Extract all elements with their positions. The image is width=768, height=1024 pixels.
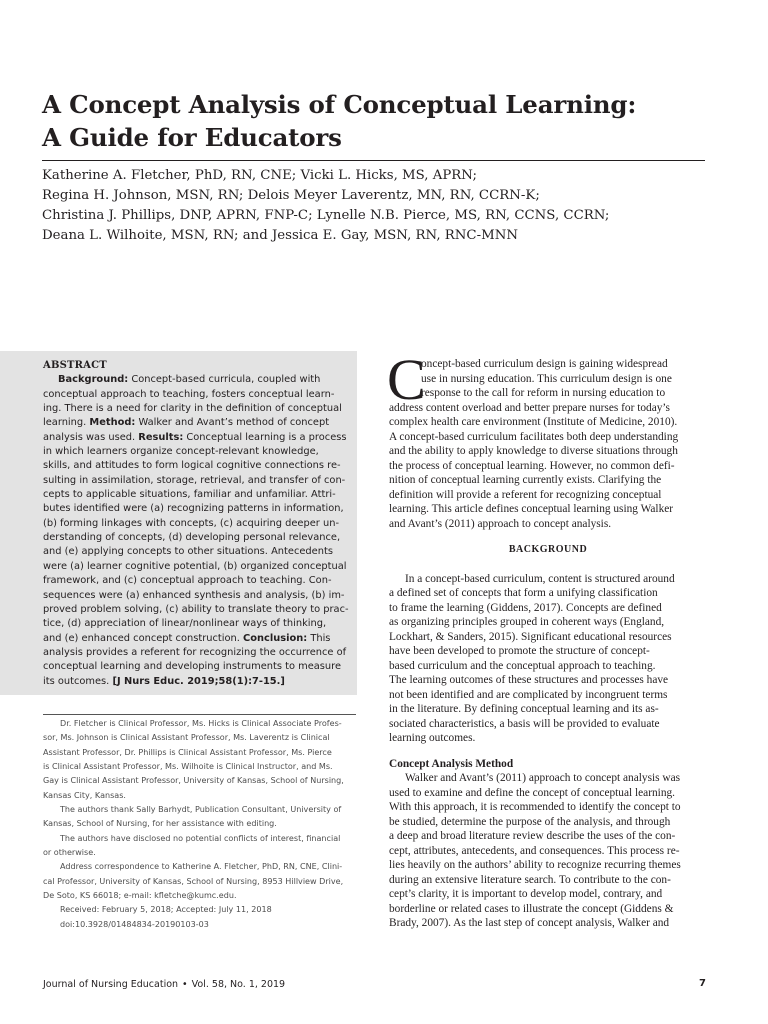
citation: [J Nurs Educ. 2019;58(1):7-15.] — [112, 675, 285, 687]
footnote-line: Received: February 5, 2018; Accepted: July 11, 2018 — [60, 905, 272, 915]
method-label: Method: — [89, 417, 136, 429]
abstract-line: and (e) applying concepts to other situations. Antecedents — [43, 546, 333, 558]
title-rule — [42, 160, 705, 161]
body-line: in the literature. By defining conceptual learning and its as- — [389, 703, 659, 715]
body-line: be studied, determine the purpose of the analysis, and through — [389, 815, 671, 828]
body-line: and the ability to apply knowledge to diverse situations through — [389, 445, 678, 457]
body-line: based curriculum and the conceptual approach to teaching. — [389, 659, 656, 672]
abstract-line: in which learners organize concept-relevant knowledge, — [43, 446, 319, 458]
author-line: Deana L. Wilhoite, MSN, RN; and Jessica E. Gay, MSN, RN, RNC-MNN — [42, 228, 518, 243]
abstract-line: sequences were (a) enhanced synthesis and analysis, (b) im- — [43, 589, 345, 601]
body-line: Lockhart, & Sanders, 2015). Significant educational resources — [389, 630, 672, 643]
abstract-line: skills, and attitudes to form logical cognitive connections re- — [43, 460, 341, 472]
author-footnotes — [43, 717, 358, 932]
footnote-line: Assistant Professor, Dr. Phillips is Clinical Assistant Professor, Ms. Pierce — [43, 747, 332, 757]
body-line: learning outcomes. — [389, 732, 476, 744]
footnote-rule — [43, 714, 356, 715]
abstract-line: butes identified were (a) recognizing patterns in information, — [43, 503, 344, 515]
abstract-line: analysis was used. Results: Conceptual learning is a process — [43, 431, 347, 443]
drop-cap: C — [387, 347, 426, 412]
section-heading: BACKGROUND — [508, 544, 588, 555]
body-line: as organizing principles grouped in coherent ways (England, — [389, 616, 665, 628]
body-line: a deep and broad literature review describe the uses of the con- — [389, 830, 676, 842]
abstract-line: and (e) enhanced concept construction. Conclusion: This — [43, 632, 331, 644]
body-line: learning. This article defines conceptual learning using Walker — [389, 503, 674, 515]
abstract-line: (b) forming linkages with concepts, (c) acquiring deeper un- — [43, 517, 339, 529]
body-line: cept’s clarity, it is important to develop model, contrary, and — [389, 888, 663, 900]
footnote-line: or otherwise. — [43, 848, 96, 858]
body-line: Walker and Avant’s (2011) approach to concept analysis was — [405, 772, 681, 784]
abstract-line: cepts to applicable situations, familiar and unfamiliar. Attri- — [43, 489, 336, 501]
background-label: Background: — [58, 374, 129, 386]
footnote-line: cal Professor, University of Kansas, School of Nursing, 8953 Hillview Drive, — [43, 876, 344, 886]
abstract-line: conceptual approach to teaching, fosters conceptual learn- — [43, 388, 335, 400]
body-line: during an extensive literature search. To contribute to the con- — [389, 873, 671, 886]
footnote-line: Kansas City, Kansas. — [43, 790, 126, 800]
abstract-line: tice, (d) appreciation of linear/nonlinear ways of thinking, — [43, 618, 327, 630]
abstract-line: sulting in assimilation, storage, retrieval, and transfer of con- — [43, 474, 346, 486]
body-line: use in nursing education. This curriculum design is one — [421, 372, 672, 385]
body-line: The learning outcomes of these structures and processes have — [389, 674, 669, 686]
abstract-line: analysis provides a referent for recognizing the occurrence of — [43, 646, 347, 658]
journal-volume: Vol. 58, No. 1, 2019 — [191, 979, 286, 990]
results-label: Results: — [138, 431, 184, 443]
page-number: 7 — [699, 978, 706, 989]
footnote-line: Gay is Clinical Assistant Professor, University of Kansas, School of Nursing, — [43, 776, 344, 786]
author-line: Christina J. Phillips, DNP, APRN, FNP-C; Lynelle N.B. Pierce, MS, RN, CCNS, CCRN; — [42, 208, 610, 223]
body-line: a defined set of concepts that form a unifying classification — [389, 587, 658, 599]
body-line: response to the call for reform in nursing education to — [421, 387, 666, 399]
journal-name: Journal of Nursing Education — [43, 979, 179, 990]
article-title — [42, 88, 732, 154]
body-line: address content overload and better prepare nurses for today’s — [389, 401, 670, 414]
body-line: nition of conceptual learning currently exists. Clarifying the — [389, 474, 662, 486]
footnote-line: The authors have disclosed no potential conflicts of interest, financial — [60, 833, 341, 843]
abstract-line: its outcomes. [J Nurs Educ. 2019;58(1):7-15.] — [43, 675, 285, 687]
body-line: used to examine and define the concept of conceptual learning. — [389, 786, 675, 799]
body-line: not been identified and are complicated by incongruent terms — [389, 688, 668, 701]
body-line: sociated characteristics, a basis will be provided to evaluate — [389, 717, 660, 730]
title-line-2: A Guide for Educators — [42, 123, 342, 152]
body-line: Brady, 2007). As the last step of concept analysis, Walker and — [389, 917, 670, 929]
footnote-line: De Soto, KS 66018; e-mail: kfletche@kumc.edu. — [43, 891, 237, 901]
footnote-line: Dr. Fletcher is Clinical Professor, Ms. Hicks is Clinical Associate Profes- — [60, 719, 342, 728]
body-line: In a concept-based curriculum, content is structured around — [405, 572, 675, 585]
abstract-heading: ABSTRACT — [43, 360, 107, 371]
abstract — [43, 359, 349, 689]
body-line: the process of conceptual learning. However, no common defi- — [389, 459, 675, 472]
conclusion-label: Conclusion: — [243, 632, 308, 644]
body-line: With this approach, it is recommended to identify the concept to — [389, 801, 681, 813]
body-line: lies heavily on the authors’ ability to recognize recurring themes — [389, 859, 681, 871]
abstract-line: Background: Concept-based curricula, coupled with — [58, 374, 321, 386]
author-line: Katherine A. Fletcher, PhD, RN, CNE; Vicki L. Hicks, MS, APRN; — [42, 168, 477, 183]
body-line: to frame the learning (Giddens, 2017). Concepts are defined — [389, 601, 662, 614]
body-line: and Avant’s (2011) approach to concept analysis. — [389, 517, 612, 530]
body-line: borderline or related cases to illustrate the concept (Giddens & — [389, 902, 674, 915]
footnote-line: The authors thank Sally Barhydt, Publication Consultant, University of — [60, 805, 342, 815]
author-list — [42, 166, 722, 246]
body-column — [387, 347, 707, 931]
footnote-line: Address correspondence to Katherine A. Fletcher, PhD, RN, CNE, Clini- — [60, 862, 343, 872]
title-line-1: A Concept Analysis of Conceptual Learning: — [42, 90, 637, 119]
body-line: oncept-based curriculum design is gaining widespread — [421, 358, 668, 370]
doi: doi:10.3928/01484834-20190103-03 — [60, 919, 209, 929]
body-line: definition will provide a referent for recognizing conceptual — [389, 488, 662, 501]
abstract-line: learning. Method: Walker and Avant’s method of concept — [43, 417, 330, 429]
footnote-line: Kansas, School of Nursing, for her assistance with editing. — [43, 819, 277, 829]
abstract-line: ing. There is a need for clarity in the definition of conceptual — [43, 403, 342, 415]
abstract-line: framework, and (c) conceptual approach to teaching. Con- — [43, 575, 332, 587]
running-footer — [43, 979, 285, 990]
abstract-line: conceptual learning and developing instruments to measure — [43, 661, 342, 673]
abstract-line: were (a) learner cognitive potential, (b) organized conceptual — [43, 560, 347, 572]
body-line: cept, attributes, antecedents, and consequences. This process re- — [389, 844, 680, 857]
footnote-line: sor, Ms. Johnson is Clinical Assistant Professor, Ms. Laverentz is Clinical — [43, 733, 330, 743]
body-line: complex health care environment (Institute of Medicine, 2010). — [389, 416, 678, 428]
author-line: Regina H. Johnson, MSN, RN; Delois Meyer Laverentz, MN, RN, CCRN-K; — [42, 188, 540, 203]
abstract-line: derstanding of concepts, (d) developing personal relevance, — [43, 532, 341, 544]
body-line: have been developed to promote the structure of concept- — [389, 645, 650, 657]
abstract-line: proved problem solving, (c) ability to translate theory to prac- — [43, 603, 349, 615]
subsection-heading: Concept Analysis Method — [389, 757, 514, 770]
footnote-line: is Clinical Assistant Professor, Ms. Wilhoite is Clinical Instructor, and Ms. — [43, 762, 333, 772]
body-line: A concept-based curriculum facilitates both deep understanding — [389, 430, 679, 443]
footer-bullet: • — [182, 979, 188, 990]
